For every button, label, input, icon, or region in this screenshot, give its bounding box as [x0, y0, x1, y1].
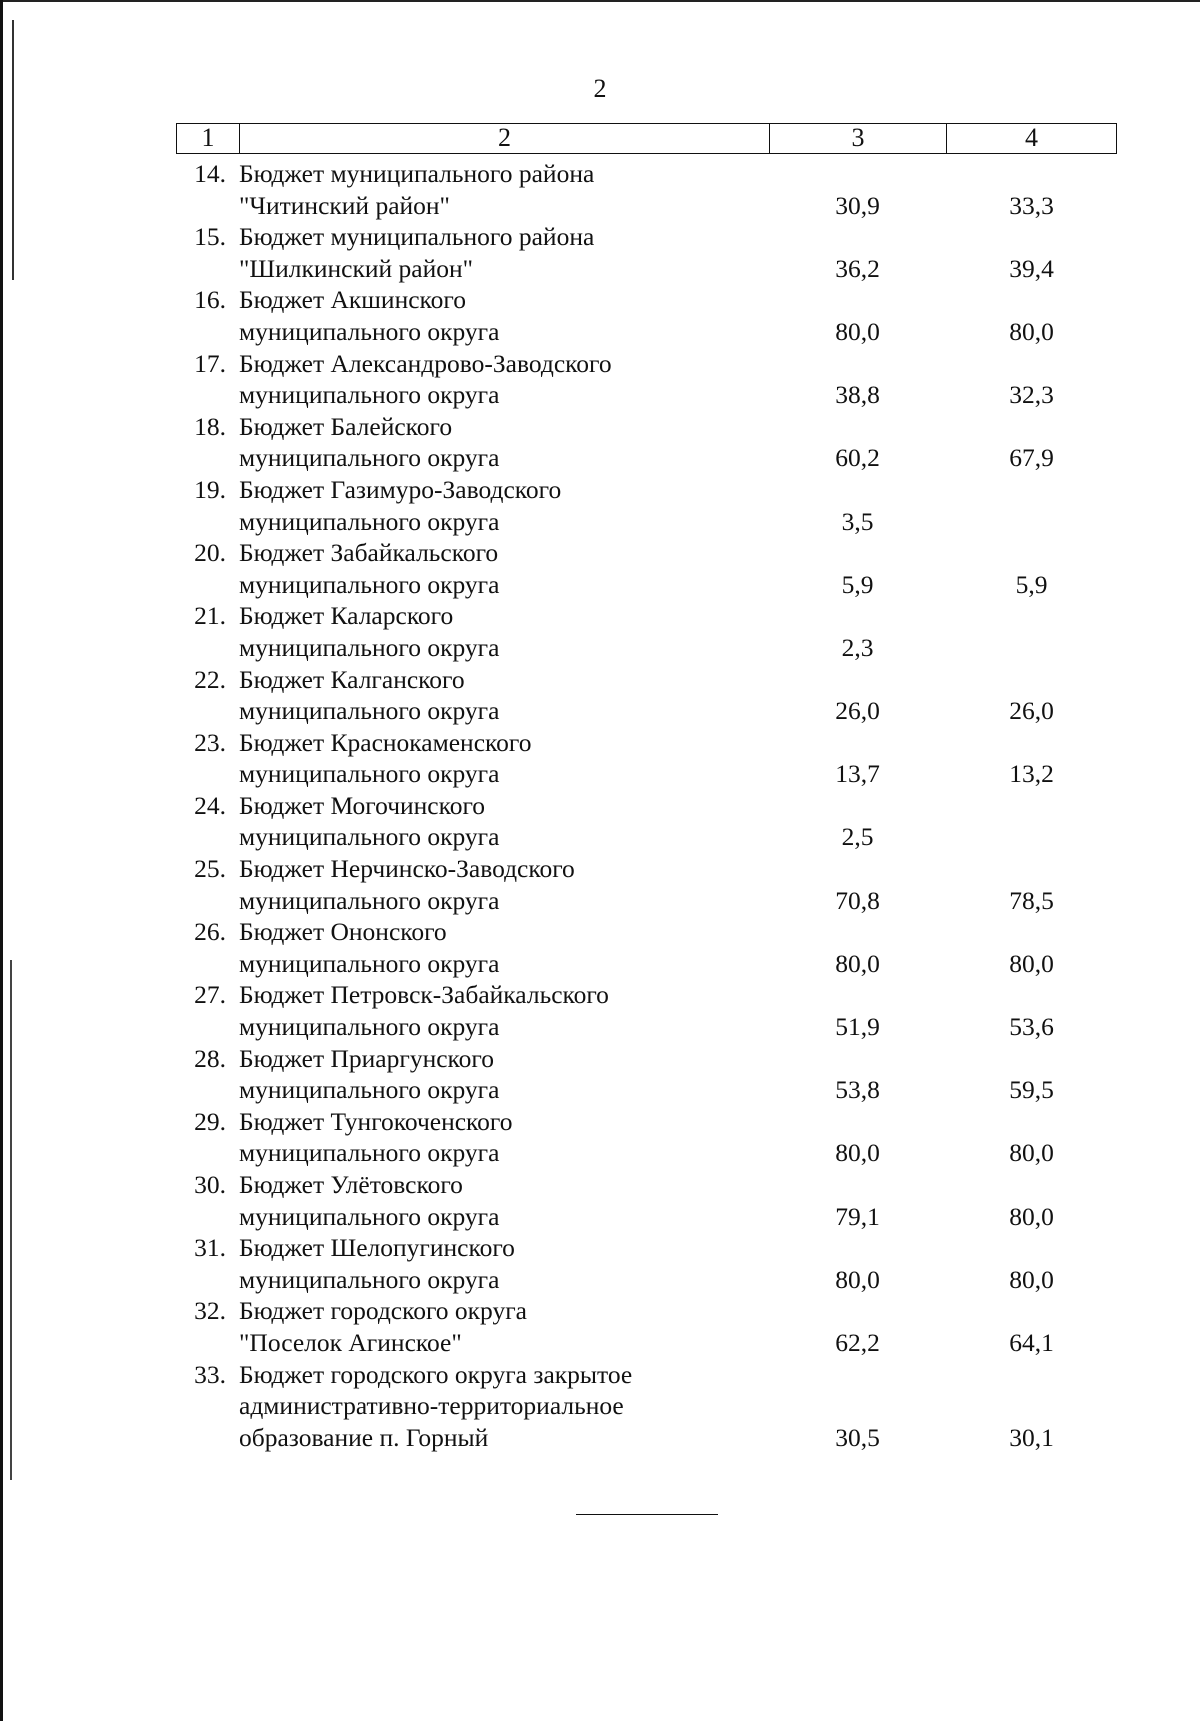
budget-name: [232, 853, 769, 916]
scan-edge-mark: [12, 20, 14, 280]
value-column-4: 32,3: [1009, 380, 1054, 410]
budget-name: [232, 600, 769, 663]
budget-name-line: муниципального округа: [239, 380, 500, 410]
budget-name-line: муниципального округа: [239, 885, 500, 915]
budget-name-line: Бюджет городского округа закрытое: [239, 1359, 633, 1389]
budget-name-line: Бюджет Могочинского: [239, 790, 486, 820]
scan-edge-left: [0, 0, 3, 1721]
value-column-4: 26,0: [1009, 696, 1054, 726]
table-row: [176, 853, 1117, 916]
budget-name-line: административно-территориальное: [239, 1391, 624, 1421]
row-number: 15.: [194, 222, 226, 252]
value-column-3: 36,2: [835, 253, 880, 283]
table-row: [176, 474, 1117, 537]
table-row: [176, 1359, 1117, 1454]
row-number: 30.: [194, 1170, 226, 1199]
value-column-4: 80,0: [1009, 1201, 1054, 1231]
value-column-3: 38,8: [835, 380, 880, 410]
value-column-3: 80,0: [835, 1138, 880, 1168]
value-column-4: 80,0: [1009, 948, 1054, 978]
value-column-4: 80,0: [1009, 1138, 1054, 1168]
value-column-4: 5,9: [1015, 569, 1048, 599]
row-number: 22.: [194, 664, 226, 694]
budget-name-line: Бюджет Тунгокоченского: [239, 1106, 513, 1136]
table-row: [176, 1106, 1117, 1169]
row-number: 14.: [194, 159, 226, 188]
budget-name-line: Бюджет Газимуро-Заводского: [239, 474, 562, 504]
budget-name-line: Бюджет муниципального района: [239, 159, 595, 188]
value-column-4: 67,9: [1009, 443, 1054, 473]
value-column-3: 62,2: [835, 1327, 880, 1357]
budget-name: [232, 1232, 769, 1295]
budget-name-line: муниципального округа: [239, 948, 500, 978]
row-number: 18.: [194, 411, 226, 441]
budget-name-line: Бюджет Шелопугинского: [239, 1233, 515, 1263]
table-row: [176, 411, 1117, 474]
value-column-3: 30,5: [835, 1422, 880, 1452]
page-number: 2: [593, 74, 607, 103]
value-column-3: 80,0: [835, 316, 880, 346]
value-column-3: 2,3: [841, 632, 874, 662]
scan-edge-mark: [10, 960, 12, 1480]
budget-name-line: Бюджет Забайкальского: [239, 538, 499, 568]
table-header-cell-3: 3: [770, 124, 947, 153]
budget-name-line: Бюджет Балейского: [239, 411, 453, 441]
budget-name: [232, 1043, 769, 1106]
table-row: [176, 284, 1117, 347]
table-header-cell-1: 1: [177, 124, 240, 153]
budget-name-line: муниципального округа: [239, 1075, 500, 1105]
table-row: [176, 348, 1117, 411]
table-row: [176, 1232, 1117, 1295]
table-row: [176, 600, 1117, 663]
value-column-3: 70,8: [835, 885, 880, 915]
budget-name-line: муниципального округа: [239, 1012, 500, 1042]
table-row: [176, 979, 1117, 1042]
value-column-3: 60,2: [835, 443, 880, 473]
budget-name-line: муниципального округа: [239, 696, 500, 726]
row-number: 17.: [194, 348, 226, 378]
budget-name-line: Бюджет муниципального района: [239, 222, 595, 252]
value-column-3: 51,9: [835, 1012, 880, 1042]
budget-name: [232, 474, 769, 537]
value-column-3: 53,8: [835, 1075, 880, 1105]
table-header-cell-2: 2: [240, 124, 770, 153]
row-number: 32.: [194, 1296, 226, 1326]
row-number: 28.: [194, 1043, 226, 1073]
table-header-row: [176, 123, 1117, 154]
value-column-4: 80,0: [1009, 316, 1054, 346]
budget-name: [232, 1169, 769, 1232]
budget-name: [232, 790, 769, 853]
budget-name-line: муниципального округа: [239, 569, 500, 599]
table-header-cell-4: 4: [1025, 123, 1038, 152]
table-row: [176, 1043, 1117, 1106]
value-column-4: 13,2: [1009, 759, 1054, 789]
value-column-3: 80,0: [835, 1264, 880, 1294]
budget-name-line: Бюджет Ононского: [239, 917, 447, 947]
value-column-4: 78,5: [1009, 885, 1054, 915]
row-number: 31.: [194, 1233, 226, 1263]
budget-name-line: Бюджет Каларского: [239, 601, 454, 631]
budget-name-line: муниципального округа: [239, 822, 500, 852]
value-column-3: 30,9: [835, 190, 880, 220]
budget-name-line: Бюджет Акшинского: [239, 285, 466, 315]
value-column-3: 2,5: [841, 822, 874, 852]
value-column-4: 30,1: [1009, 1422, 1054, 1452]
table-body: [176, 158, 1117, 1453]
budget-name: [232, 1106, 769, 1169]
budget-name: [232, 1295, 769, 1358]
budget-name-line: Бюджет Александрово-Заводского: [239, 348, 612, 378]
table-row: [176, 221, 1117, 284]
budget-name-line: муниципального округа: [239, 1201, 500, 1231]
budget-name-line: Бюджет Краснокаменского: [239, 727, 532, 757]
row-number: 33.: [194, 1359, 226, 1389]
budget-name-line: Бюджет Улётовского: [239, 1170, 463, 1199]
table-row: [176, 158, 1117, 221]
budget-name-line: образование п. Горный: [239, 1422, 489, 1452]
budget-name-line: муниципального округа: [239, 443, 500, 473]
table-row: [176, 664, 1117, 727]
value-column-3: 5,9: [841, 569, 874, 599]
value-column-3: 80,0: [835, 948, 880, 978]
end-of-document-rule: [576, 1514, 718, 1515]
budget-name-line: Бюджет Нерчинско-Заводского: [239, 854, 575, 884]
budget-name: [232, 1359, 769, 1454]
budget-name-line: "Поселок Агинское": [239, 1327, 462, 1357]
row-number: 19.: [194, 474, 226, 504]
table-row: [176, 1169, 1117, 1232]
row-number: 29.: [194, 1106, 226, 1136]
budget-name: [232, 284, 769, 347]
row-number: 20.: [194, 538, 226, 568]
value-column-4: 53,6: [1009, 1012, 1054, 1042]
row-number: 23.: [194, 727, 226, 757]
budget-name: [232, 664, 769, 727]
row-number: 27.: [194, 980, 226, 1010]
table-row: [176, 727, 1117, 790]
budget-name-line: муниципального округа: [239, 1138, 500, 1168]
row-number: 21.: [194, 601, 226, 631]
table-row: [176, 916, 1117, 979]
value-column-4: 64,1: [1009, 1327, 1054, 1357]
row-number: 26.: [194, 917, 226, 947]
row-number: 16.: [194, 285, 226, 315]
value-column-4: 33,3: [1009, 190, 1054, 220]
budget-name-line: Бюджет Петровск-Забайкальского: [239, 980, 609, 1010]
row-number: 25.: [194, 854, 226, 884]
budget-name-line: муниципального округа: [239, 506, 500, 536]
budget-name: [232, 411, 769, 474]
budget-name: [232, 537, 769, 600]
value-column-3: 26,0: [835, 696, 880, 726]
value-column-3: 79,1: [835, 1201, 880, 1231]
budget-name-line: муниципального округа: [239, 632, 500, 662]
table-row: [176, 1295, 1117, 1358]
budget-name: [232, 221, 769, 284]
value-column-3: 13,7: [835, 759, 880, 789]
budget-name: [232, 979, 769, 1042]
budget-name-line: "Читинский район": [239, 190, 450, 220]
budget-name-line: Бюджет Приаргунского: [239, 1043, 494, 1073]
value-column-4: 59,5: [1009, 1075, 1054, 1105]
budget-name: [232, 348, 769, 411]
value-column-4: 39,4: [1009, 253, 1054, 283]
budget-name: [232, 727, 769, 790]
budget-name: [232, 916, 769, 979]
budget-name-line: муниципального округа: [239, 316, 500, 346]
row-number: 24.: [194, 790, 226, 820]
budget-name-line: Бюджет Калганского: [239, 664, 465, 694]
table-row: [176, 537, 1117, 600]
value-column-3: 3,5: [841, 506, 874, 536]
scan-edge-top: [0, 0, 1200, 2]
budget-name-line: муниципального округа: [239, 759, 500, 789]
budget-name-line: Бюджет городского округа: [239, 1296, 527, 1326]
budget-name-line: "Шилкинский район": [239, 253, 474, 283]
value-column-4: 80,0: [1009, 1264, 1054, 1294]
table-row: [176, 790, 1117, 853]
budget-name: [232, 158, 769, 221]
budget-name-line: муниципального округа: [239, 1264, 500, 1294]
